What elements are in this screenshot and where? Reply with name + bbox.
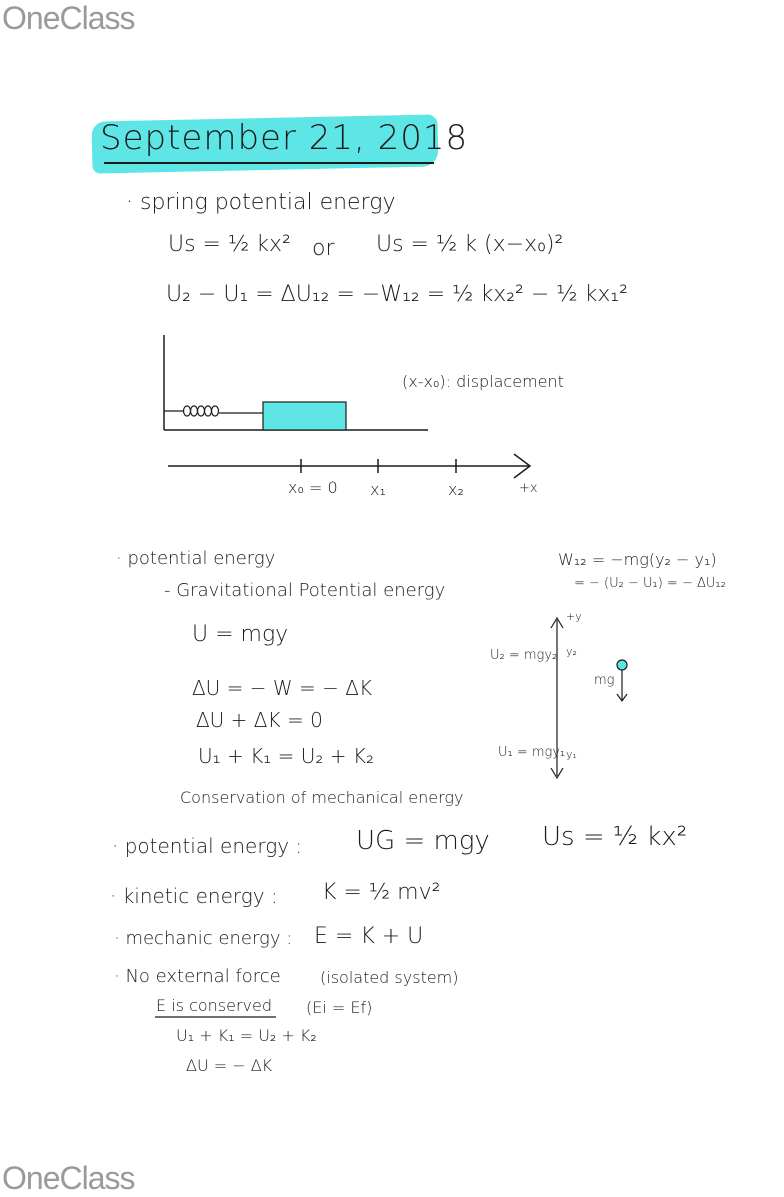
spring-eq-2: U₂ − U₁ = ΔU₁₂ = −W₁₂ = ½ kx₂² − ½ kx₁² bbox=[166, 282, 628, 307]
oneclass-logo-bottom: OneClass bbox=[2, 1160, 135, 1196]
spring-heading: · spring potential energy bbox=[126, 190, 396, 215]
label-plus-y: +y bbox=[566, 610, 582, 623]
work-eq-line-2: = − (U₂ − U₁) = − ΔU₁₂ bbox=[574, 576, 726, 591]
label-y1: y₁ bbox=[566, 748, 577, 761]
summary-us-eq: Us = ½ kx² bbox=[542, 822, 688, 852]
page-title: September 21, 2018 bbox=[100, 118, 469, 158]
label-y2: y₂ bbox=[566, 645, 577, 658]
label-x2: x₂ bbox=[448, 480, 464, 499]
eq-u-mgy: U = mgy bbox=[192, 622, 289, 647]
conservation-label: Conservation of mechanical energy bbox=[180, 788, 464, 807]
label-u1: U₁ = mgy₁ bbox=[498, 745, 566, 760]
potential-heading: · potential energy bbox=[116, 548, 276, 569]
eq-delta-sum: ΔU + ΔK = 0 bbox=[196, 708, 323, 732]
work-eq-line-1: W₁₂ = −mg(y₂ − y₁) bbox=[558, 550, 717, 569]
summary-pe: · potential energy : bbox=[112, 834, 303, 858]
label-x1: x₁ bbox=[370, 480, 386, 499]
summary-last-eq-2: ΔU = − ΔK bbox=[186, 1056, 273, 1075]
summary-e-conserved: E is conserved bbox=[156, 996, 273, 1015]
spring-coil bbox=[164, 406, 263, 416]
ball-icon bbox=[617, 660, 627, 670]
summary-isolated-system: (isolated system) bbox=[320, 968, 459, 987]
summary-pe-eq: UG = mgy bbox=[356, 826, 490, 856]
oneclass-logo-top: OneClass bbox=[2, 0, 135, 36]
summary-ei-ef: (Ei = Ef) bbox=[306, 998, 373, 1017]
gravitational-subheading: - Gravitational Potential energy bbox=[164, 580, 446, 601]
summary-ke: · kinetic energy : bbox=[110, 884, 278, 908]
summary-ke-eq: K = ½ mv² bbox=[322, 880, 441, 905]
summary-me-eq: E = K + U bbox=[314, 924, 424, 949]
displacement-label: (x-x₀): displacement bbox=[402, 372, 564, 391]
summary-me: · mechanic energy : bbox=[114, 928, 293, 949]
label-u2: U₂ = mgy₂ bbox=[490, 648, 558, 663]
label-x0: x₀ = 0 bbox=[288, 478, 338, 497]
spring-eq-1a: Us = ½ kx² bbox=[168, 232, 291, 257]
summary-last-eq-1: U₁ + K₁ = U₂ + K₂ bbox=[176, 1026, 317, 1045]
label-plus-x: +x bbox=[519, 481, 538, 496]
label-mg: mg bbox=[594, 673, 615, 688]
eq-energy-balance: U₁ + K₁ = U₂ + K₂ bbox=[198, 744, 374, 768]
spring-eq-1b: Us = ½ k (x−x₀)² bbox=[376, 232, 564, 257]
spring-eq-or: or bbox=[312, 236, 335, 261]
eq-delta-u: ΔU = − W = − ΔK bbox=[192, 676, 373, 700]
mass-block bbox=[263, 402, 346, 430]
summary-no-external-force: · No external force bbox=[114, 966, 281, 987]
